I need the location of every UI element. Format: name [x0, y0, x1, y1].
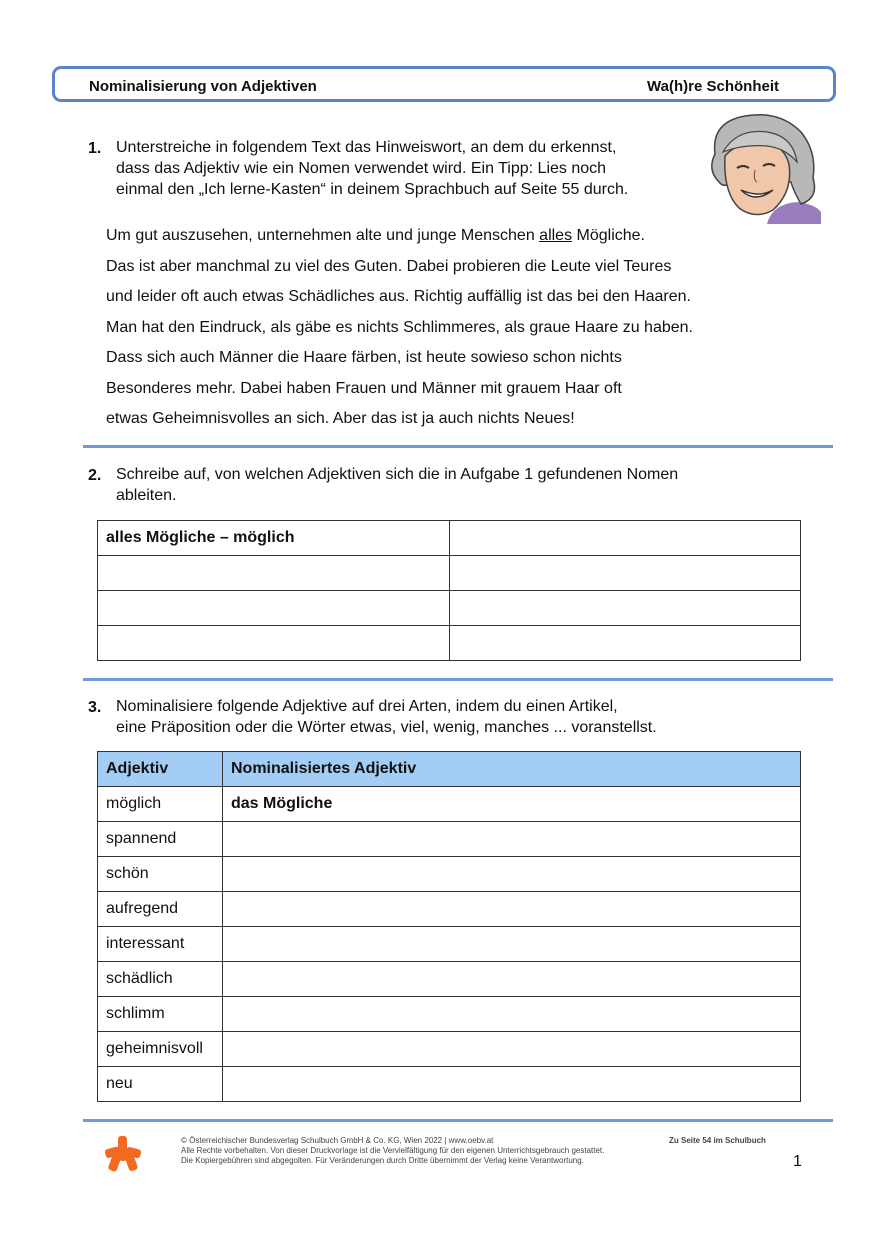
- paragraph-line: Dass sich auch Männer die Haare färben, ist heute sowieso schon nichts: [106, 349, 622, 366]
- column-header: Adjektiv: [98, 752, 223, 787]
- adjective-cell: neu: [98, 1067, 223, 1102]
- task-1-line: einmal den „Ich lerne-Kasten“ in deinem Sprachbuch auf Seite 55 durch.: [116, 181, 629, 198]
- worksheet-theme: Wa(h)re Schönheit: [647, 78, 779, 95]
- table-header-row: [98, 752, 801, 787]
- elderly-woman-illustration: [697, 112, 821, 224]
- table-row: [98, 997, 801, 1032]
- column-header: Nominalisiertes Adjektiv: [223, 752, 801, 787]
- task-2-line: Schreibe auf, von welchen Adjektiven sich die in Aufgabe 1 gefundenen Nomen: [116, 466, 679, 483]
- answer-cell[interactable]: [223, 927, 801, 962]
- answer-cell[interactable]: [450, 556, 801, 591]
- answer-cell[interactable]: [223, 997, 801, 1032]
- adjective-cell: interessant: [98, 927, 223, 962]
- page-number: 1: [793, 1153, 802, 1170]
- section-divider: [83, 445, 833, 448]
- paragraph-text: Mögliche.: [572, 227, 645, 244]
- footer-rights: Alle Rechte vorbehalten. Von dieser Druckvorlage ist die Vervielfältigung für den eigenen Unterrichtsgebrauch gestattet.: [181, 1146, 605, 1155]
- table-row: [98, 1032, 801, 1067]
- paragraph-line: Das ist aber manchmal zu viel des Guten. Dabei probieren die Leute viel Teures: [106, 257, 672, 275]
- answer-cell[interactable]: [450, 521, 801, 556]
- adjective-cell: schlimm: [98, 997, 223, 1032]
- task-3-line: Nominalisiere folgende Adjektive auf drei Arten, indem du einen Artikel,: [116, 698, 618, 715]
- answer-cell[interactable]: [98, 591, 450, 626]
- footer-rights: Die Kopiergebühren sind abgegolten. Für Veränderungen durch Dritte übernimmt der Verlag keine Verantwortung.: [181, 1156, 584, 1165]
- nominalization-table: [97, 751, 801, 1102]
- table-cell: alles Mögliche – möglich: [98, 521, 450, 556]
- table-row: [98, 626, 801, 661]
- adjective-cell: schädlich: [98, 962, 223, 997]
- footer-page-reference: Zu Seite 54 im Schulbuch: [669, 1136, 766, 1145]
- worksheet-title: Nominalisierung von Adjektiven: [89, 78, 317, 95]
- answer-cell[interactable]: [223, 857, 801, 892]
- table-row: [98, 822, 801, 857]
- task-3-line: eine Präposition oder die Wörter etwas, viel, wenig, manches ... voranstellst.: [116, 719, 657, 736]
- underlined-hint-word: alles: [539, 227, 573, 244]
- answer-cell[interactable]: [223, 962, 801, 997]
- table-row: [98, 927, 801, 962]
- answer-cell[interactable]: [450, 626, 801, 661]
- page-header: [52, 66, 836, 102]
- table-row: [98, 962, 801, 997]
- table-row: [98, 892, 801, 927]
- adjective-cell: möglich: [98, 787, 223, 822]
- task-1-line: Unterstreiche in folgendem Text das Hinweiswort, an dem du erkennst,: [116, 139, 617, 156]
- adjective-cell: schön: [98, 857, 223, 892]
- footer-legal: [181, 1136, 604, 1166]
- task-3-number: 3.: [88, 699, 102, 716]
- task-1-line: dass das Adjektiv wie ein Nomen verwendet wird. Ein Tipp: Lies noch: [116, 160, 607, 177]
- table-row: [98, 857, 801, 892]
- table-row: [98, 556, 801, 591]
- adjective-cell: spannend: [98, 822, 223, 857]
- answer-cell[interactable]: [98, 556, 450, 591]
- answer-cell[interactable]: [450, 591, 801, 626]
- footer-divider: [83, 1119, 833, 1122]
- paragraph-text: Um gut auszusehen, unternehmen alte und junge Menschen: [106, 227, 540, 244]
- table-row: [98, 787, 801, 822]
- task-2-instruction: [116, 464, 678, 506]
- task-2-number: 2.: [88, 467, 102, 484]
- exercise-paragraph: [106, 226, 693, 440]
- answer-cell[interactable]: [223, 1032, 801, 1067]
- answer-cell[interactable]: [223, 1067, 801, 1102]
- table-row: [98, 521, 801, 556]
- paragraph-line: [106, 226, 693, 257]
- paragraph-line: etwas Geheimnisvolles an sich. Aber das ist ja auch nichts Neues!: [106, 410, 575, 427]
- adjective-cell: geheimnisvoll: [98, 1032, 223, 1067]
- answer-cell[interactable]: [223, 822, 801, 857]
- answer-cell[interactable]: [223, 892, 801, 927]
- answer-cell[interactable]: [98, 626, 450, 661]
- paragraph-line: Besonderes mehr. Dabei haben Frauen und Männer mit grauem Haar oft: [106, 379, 622, 397]
- task-2-line: ableiten.: [116, 487, 177, 504]
- paragraph-line: Man hat den Eindruck, als gäbe es nichts Schlimmeres, als graue Haare zu haben.: [106, 318, 693, 336]
- adjective-cell: aufregend: [98, 892, 223, 927]
- oebv-logo-icon: [105, 1136, 141, 1172]
- task-3-instruction: [116, 696, 657, 738]
- adjective-derivation-table: [97, 520, 801, 661]
- table-row: [98, 591, 801, 626]
- footer-copyright: © Österreichischer Bundesverlag Schulbuch GmbH & Co. KG, Wien 2022 | www.oebv.at: [181, 1136, 494, 1145]
- section-divider: [83, 678, 833, 681]
- table-row: [98, 1067, 801, 1102]
- example-answer-cell: das Mögliche: [223, 787, 801, 822]
- task-1-number: 1.: [88, 140, 102, 157]
- task-1-instruction: [116, 137, 628, 200]
- paragraph-line: und leider oft auch etwas Schädliches aus. Richtig auffällig ist das bei den Haaren.: [106, 288, 691, 305]
